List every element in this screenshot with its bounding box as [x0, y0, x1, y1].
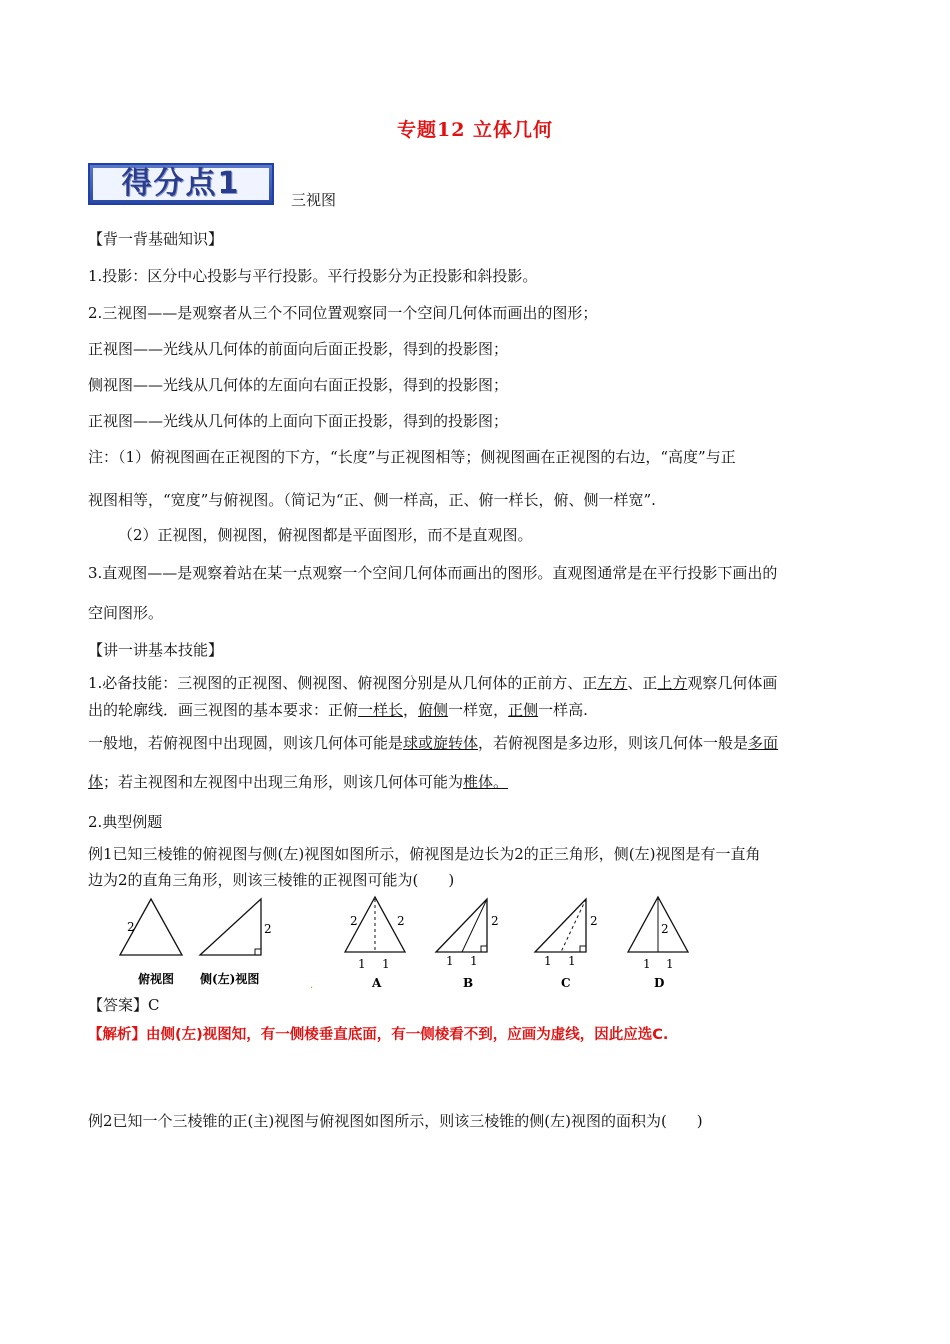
- option-d-label: D: [654, 976, 665, 990]
- text: 一样宽，: [448, 701, 509, 719]
- top-view-label: 俯视图: [138, 972, 175, 986]
- paragraph: 空间图形。: [88, 604, 164, 622]
- example-1-question: 例1已知三棱锥的俯视图与侧(左)视图如图所示，俯视图是边长为2的正三角形，侧(左)视图是有一直角: [88, 845, 761, 863]
- underlined-answer: 一样长: [358, 701, 404, 719]
- label-1: 1: [643, 957, 651, 971]
- paragraph: 正视图——光线从几何体的上面向下面正投影，得到的投影图；: [88, 412, 509, 430]
- paragraph: 正视图——光线从几何体的前面向后面正投影，得到的投影图；: [88, 340, 509, 358]
- paragraph: （2）正视图，侧视图，俯视图都是平面图形，而不是直观图。: [118, 526, 533, 544]
- underlined-answer: 球或旋转体: [403, 734, 479, 752]
- option-b-label: B: [463, 976, 474, 990]
- label-2: 2: [491, 914, 499, 928]
- example-1-question-cont: 边为2的直角三角形，则该三棱锥的正视图可能为( ): [88, 871, 455, 889]
- text: ，: [403, 701, 419, 719]
- paragraph: 视图相等，“宽度”与俯视图。（简记为“正、侧一样高，正、俯一样长，俯、侧一样宽”.: [88, 491, 656, 509]
- right-angle-mark: [255, 949, 261, 955]
- paragraph: [88, 672, 777, 693]
- badge-label: 三视图: [291, 191, 337, 209]
- side-view-triangle: [200, 899, 261, 955]
- label-2: 2: [590, 914, 598, 928]
- label-2: 2: [127, 920, 135, 934]
- badge-text: 得分点1: [93, 168, 269, 200]
- underlined-answer: 多面: [748, 734, 779, 752]
- label-2: 2: [661, 922, 669, 936]
- option-c-triangle: [535, 899, 586, 952]
- option-c-dashed-edge: [561, 899, 586, 952]
- text: 一般地，若俯视图中出现圆，则该几何体可能是: [88, 734, 404, 752]
- underlined-answer: 体: [88, 773, 104, 791]
- example-2-question: 例2已知一个三棱锥的正(主)视图与俯视图如图所示，则该三棱锥的侧(左)视图的面积为( ): [88, 1112, 703, 1130]
- page-title: 专题12 立体几何: [396, 119, 554, 141]
- examples-heading: 2.典型例题: [88, 813, 163, 831]
- text: 出的轮廓线．画三视图的基本要求：正俯: [88, 701, 359, 719]
- text: 观察几何体画: [687, 674, 778, 692]
- side-view-label: 侧(左)视图: [200, 972, 260, 986]
- label-1: 1: [382, 957, 390, 971]
- label-1: 1: [544, 954, 552, 968]
- label-2: 2: [350, 914, 358, 928]
- right-angle-mark: [481, 946, 487, 952]
- underlined-answer: 上方: [657, 674, 688, 692]
- text: 1.必备技能：三视图的正视图、侧视图、俯视图分别是从几何体的正前方、正: [88, 674, 598, 692]
- right-angle-mark: [580, 946, 586, 952]
- answer: 【答案】C: [88, 996, 160, 1014]
- label-1: 1: [666, 957, 674, 971]
- text: 、正: [627, 674, 658, 692]
- paragraph: 注：（1）俯视图画在正视图的下方，“长度”与正视图相等；侧视图画在正视图的右边，“高度”与正: [88, 448, 736, 466]
- text: ；若主视图和左视图中出现三角形，则该几何体可能为: [103, 773, 464, 791]
- option-a-label: A: [372, 976, 382, 990]
- three-view-figure: [110, 895, 710, 995]
- paragraph: 2.三视图——是观察者从三个不同位置观察同一个空间几何体而画出的图形；: [88, 304, 598, 322]
- underlined-answer: 左方: [597, 674, 628, 692]
- label-1: 1: [446, 954, 454, 968]
- text: ，若俯视图是多边形，则该几何体一般是: [478, 734, 749, 752]
- underlined-answer: 正侧: [508, 701, 539, 719]
- paragraph: [88, 771, 508, 792]
- paragraph: [88, 732, 778, 753]
- text: 一样高.: [538, 701, 588, 719]
- label-1: 1: [568, 954, 576, 968]
- label-2: 2: [264, 922, 272, 936]
- paragraph: 3.直观图——是观察着站在某一点观察一个空间几何体而画出的图形。直观图通常是在平行投影下画出的: [88, 564, 778, 582]
- underlined-answer: 俯侧: [418, 701, 449, 719]
- analysis: 【解析】由侧(左)视图知，有一侧棱垂直底面，有一侧棱看不到，应画为虚线，因此应选C.: [88, 1027, 669, 1043]
- option-c-label: C: [561, 976, 571, 990]
- option-b-triangle: [436, 899, 487, 952]
- paragraph: 1.投影：区分中心投影与平行投影。平行投影分为正投影和斜投影。: [88, 267, 538, 285]
- score-point-badge: [88, 163, 274, 205]
- underlined-answer: 椎体。: [463, 773, 509, 791]
- basic-knowledge-heading: 【背一背基础知识】: [88, 230, 224, 248]
- label-2: 2: [397, 914, 405, 928]
- paragraph: [88, 699, 588, 720]
- basic-skills-heading: 【讲一讲基本技能】: [88, 641, 224, 659]
- option-b-edge: [462, 899, 487, 952]
- label-1: 1: [470, 954, 478, 968]
- label-1: 1: [358, 957, 366, 971]
- dot-mark: .: [310, 980, 314, 991]
- paragraph: 侧视图——光线从几何体的左面向右面正投影，得到的投影图；: [88, 376, 509, 394]
